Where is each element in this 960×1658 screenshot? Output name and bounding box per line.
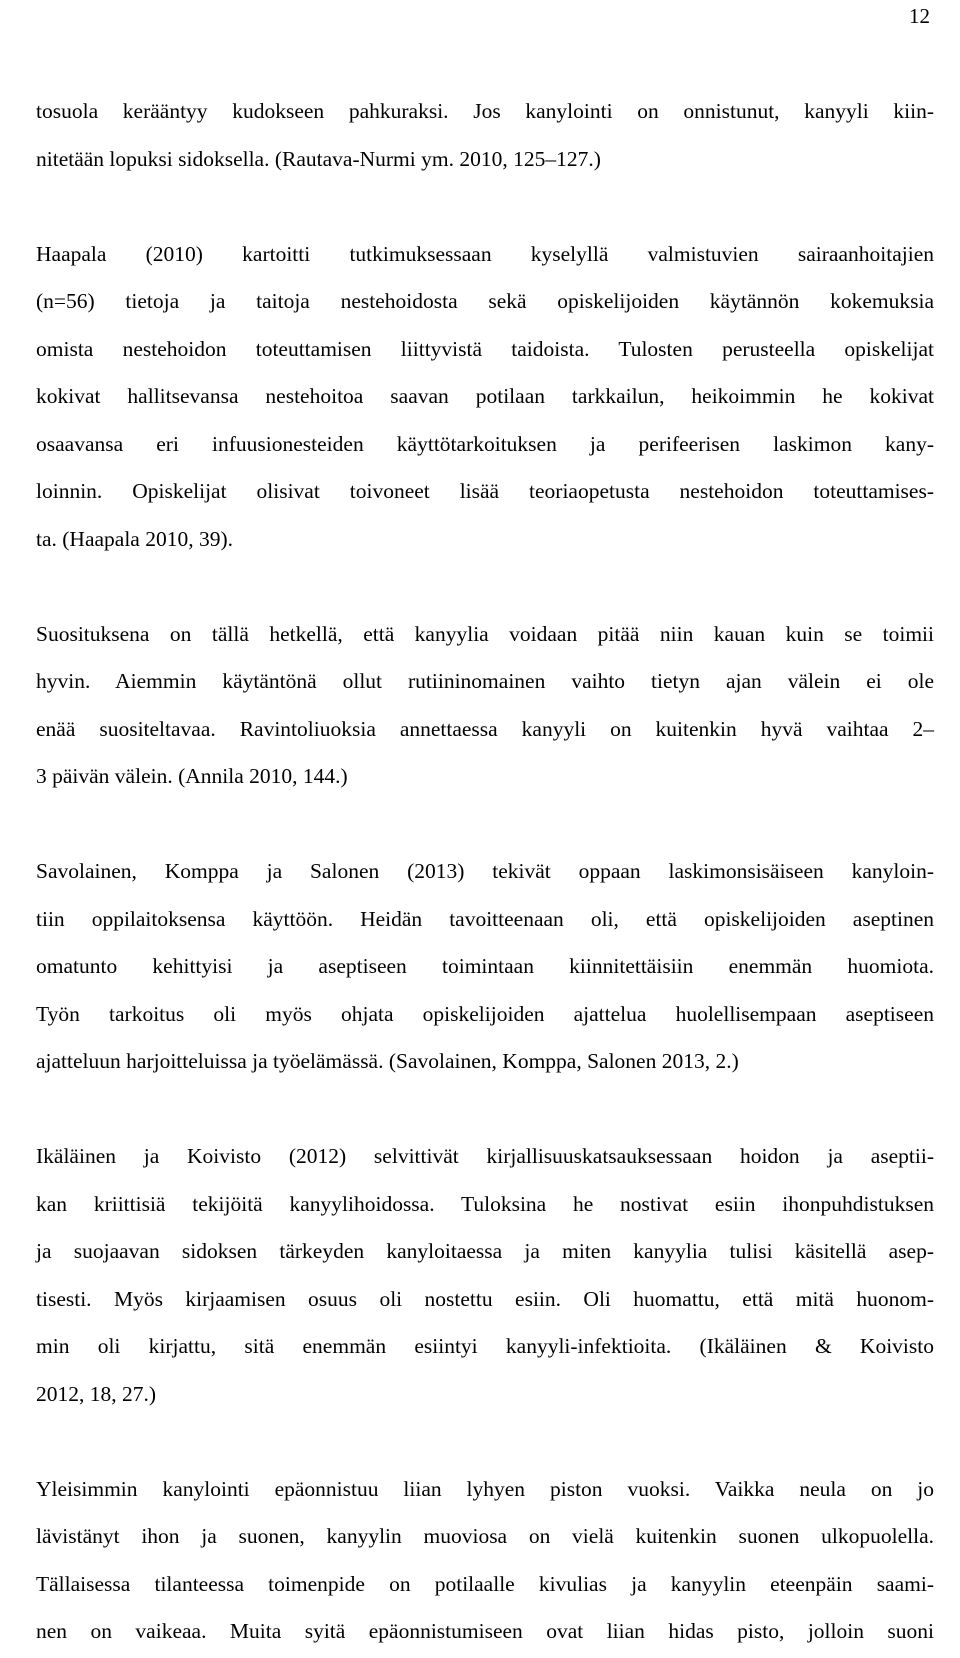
paragraph xyxy=(36,1466,934,1656)
text-line: min oli kirjattu, sitä enemmän esiintyi kanyyli-infektioita. (Ikäläinen & Koivisto xyxy=(36,1334,934,1358)
text-line: ta. (Haapala 2010, 39). xyxy=(36,526,234,551)
text-line: (n=56) tietoja ja taitoja nestehoidosta sekä opiskelijoiden käytännön kokemuksia xyxy=(36,289,934,313)
text-line: Haapala (2010) kartoitti tutkimuksessaan kyselyllä valmistuvien sairaanhoitajien xyxy=(36,241,934,266)
text-line: tisesti. Myös kirjaamisen osuus oli nostettu esiin. Oli huomattu, että mitä huonom- xyxy=(36,1286,934,1311)
text-line: lävistänyt ihon ja suonen, kanyylin muoviosa on vielä kuitenkin suonen ulkopuolella. xyxy=(36,1524,934,1548)
text-line: enää suositeltavaa. Ravintoliuoksia annettaessa kanyyli on kuitenkin hyvä vaihtaa 2– xyxy=(36,716,934,741)
text-line: omista nestehoidon toteuttamisen liittyvistä taidoista. Tulosten perusteella opiskelijat xyxy=(36,336,934,361)
text-line: Ikäläinen ja Koivisto (2012) selvittivät kirjallisuuskatsauksessaan hoidon ja aseptii- xyxy=(36,1144,934,1168)
page-number: 12 xyxy=(909,4,930,28)
body-text xyxy=(36,88,934,1656)
paragraph xyxy=(36,1133,934,1418)
text-line: omatunto kehittyisi ja aseptiseen toimintaan kiinnitettäisiin enemmän huomiota. xyxy=(36,954,934,978)
paragraph xyxy=(36,231,934,564)
text-line: ja suojaavan sidoksen tärkeyden kanyloitaessa ja miten kanyylia tulisi käsitellä asep- xyxy=(36,1239,934,1263)
text-line: Työn tarkoitus oli myös ohjata opiskelijoiden ajattelua huolellisempaan aseptiseen xyxy=(36,1001,934,1026)
text-line: ajatteluun harjoitteluissa ja työelämässä. (Savolainen, Komppa, Salonen 2013, 2.) xyxy=(36,1049,739,1073)
paragraph xyxy=(36,88,934,183)
text-line: osaavansa eri infuusionesteiden käyttötarkoituksen ja perifeerisen laskimon kany- xyxy=(36,431,934,456)
text-line: Suosituksena on tällä hetkellä, että kanyylia voidaan pitää niin kauan kuin se toimii xyxy=(36,621,934,646)
paragraph xyxy=(36,848,934,1086)
text-line: hyvin. Aiemmin käytäntönä ollut rutiininomainen vaihto tietyn ajan välein ei ole xyxy=(36,669,934,693)
paragraph xyxy=(36,611,934,801)
text-line: tiin oppilaitoksensa käyttöön. Heidän tavoitteenaan oli, että opiskelijoiden aseptinen xyxy=(36,906,934,931)
text-line: Savolainen, Komppa ja Salonen (2013) tekivät oppaan laskimonsisäiseen kanyloin- xyxy=(36,859,934,883)
text-line: 3 päivän välein. (Annila 2010, 144.) xyxy=(36,764,348,788)
text-line: kokivat hallitsevansa nestehoitoa saavan potilaan tarkkailun, heikoimmin he kokivat xyxy=(36,384,934,408)
text-line: nitetään lopuksi sidoksella. (Rautava-Nurmi ym. 2010, 125–127.) xyxy=(36,146,601,171)
text-line: loinnin. Opiskelijat olisivat toivoneet lisää teoriaopetusta nestehoidon toteuttamises- xyxy=(36,479,934,503)
text-line: kan kriittisiä tekijöitä kanyylihoidossa. Tuloksina he nostivat esiin ihonpuhdistuksen xyxy=(36,1191,934,1216)
text-line: Yleisimmin kanylointi epäonnistuu liian lyhyen piston vuoksi. Vaikka neula on jo xyxy=(36,1476,934,1501)
text-line: 2012, 18, 27.) xyxy=(36,1381,157,1406)
text-line: nen on vaikeaa. Muita syitä epäonnistumiseen ovat liian hidas pisto, jolloin suoni xyxy=(36,1619,934,1643)
text-line: tosuola kerääntyy kudokseen pahkuraksi. Jos kanylointi on onnistunut, kanyyli kiin- xyxy=(36,99,934,123)
text-line: Tällaisessa tilanteessa toimenpide on potilaalle kivulias ja kanyylin eteenpäin saami- xyxy=(36,1571,934,1596)
